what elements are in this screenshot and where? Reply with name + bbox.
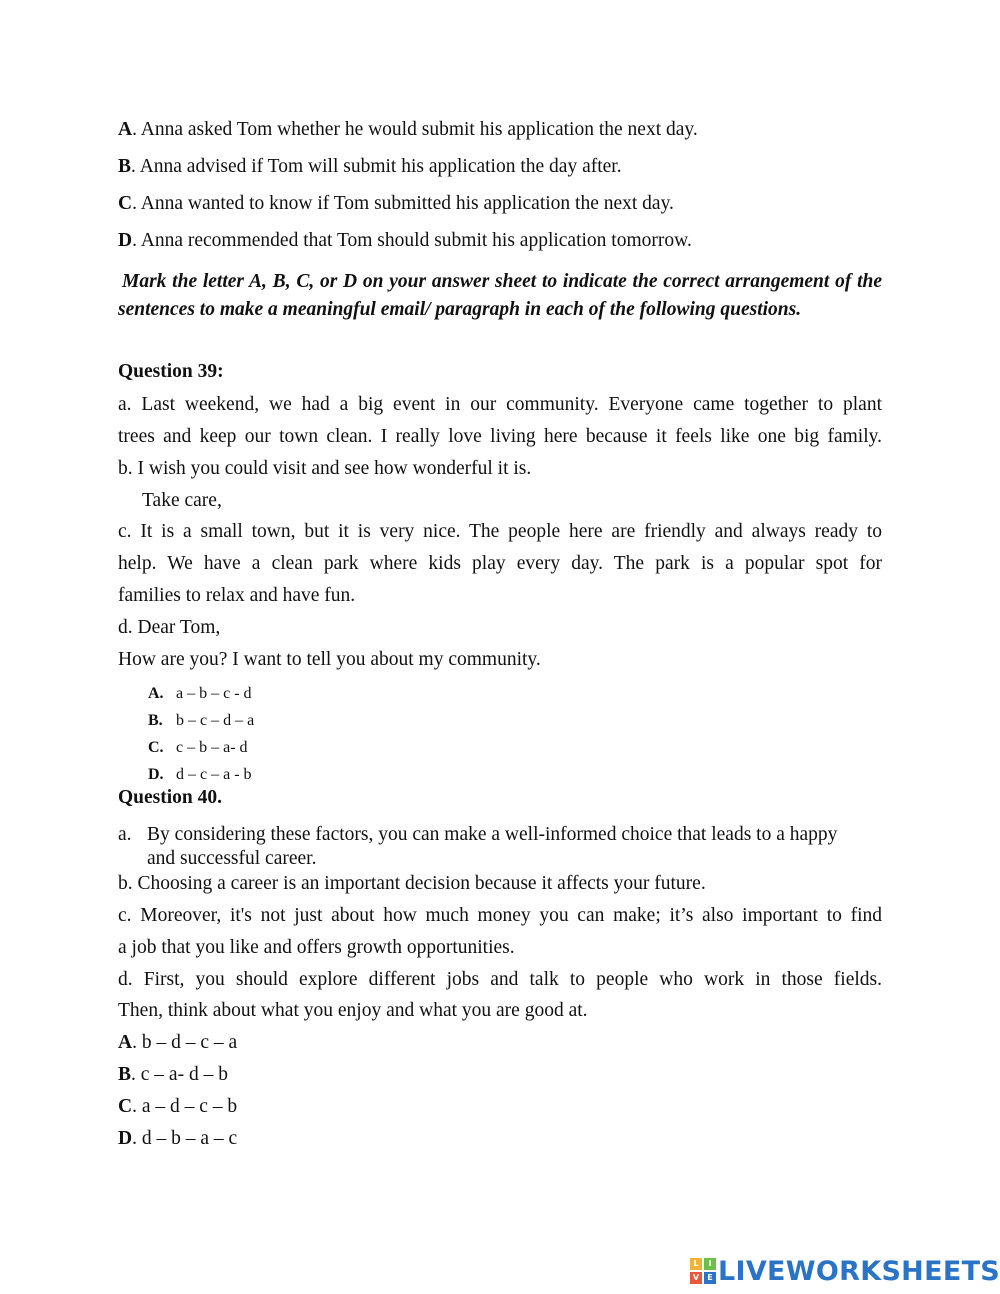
q40-option-a[interactable] [118,1031,237,1055]
q40-line: a job that you like and offers growth opportunities. [118,937,515,958]
q39-option-d[interactable] [148,765,252,785]
option-text: . a – d – c – b [132,1096,238,1117]
logo-tile: E [704,1272,716,1284]
q39-line: help. We have a clean park where kids play every day. The park is a popular spot for [118,553,882,574]
q40-line: c. Moreover, it's not just about how much money you can make; it’s also important to find [118,905,882,926]
option-key: B [118,156,132,177]
question-40-title: Question 40. [118,787,223,808]
option-text: . Anna wanted to know if Tom submitted his application the next day. [132,193,674,214]
option-key: B [118,1064,132,1085]
q38-option-c[interactable] [118,192,674,216]
question-39-title: Question 39: [118,361,224,382]
instruction-text: Mark the letter A, B, C, or D on your answer sheet to indicate the correct arrangement of the sentences to make a meaningful email/ paragraph in each of the following questions. [118,271,882,320]
q38-option-d[interactable] [118,229,692,253]
q39-option-a[interactable] [148,684,252,704]
option-key: D [118,230,133,251]
option-key: C [118,193,133,214]
q39-option-b[interactable] [148,711,254,731]
option-text: . c – a- d – b [131,1064,228,1085]
option-text: . Anna asked Tom whether he would submit his application the next day. [132,119,698,140]
q40-line: d. First, you should explore different jobs and talk to people who work in those fields. [118,969,882,990]
option-key: C [118,1096,133,1117]
logo-text: LIVEWORKSHEETS [718,1255,1000,1287]
sentence-key: a. [118,824,132,845]
q39-line: families to relax and have fun. [118,585,356,606]
q39-line: trees and keep our town clean. I really love living here because it feels like one big family. [118,426,882,447]
option-key: A [118,119,133,140]
q40-option-d[interactable] [118,1127,237,1151]
option-key: A. [148,685,164,702]
logo-mark-icon [690,1258,716,1284]
option-key: C. [148,739,164,756]
q40-option-c[interactable] [118,1095,237,1119]
sentence-text: By considering these factors, you can make a well-informed choice that leads to a happy [147,824,838,845]
liveworksheets-logo[interactable] [690,1255,1000,1287]
q39-line: b. I wish you could visit and see how wonderful it is. [118,458,532,479]
option-key: D. [148,766,164,783]
q39-line: c. It is a small town, but it is very nice. The people here are friendly and always ready to [118,521,882,542]
logo-tile: I [704,1258,716,1270]
q40-sentence-a [118,823,882,871]
q39-line: a. Last weekend, we had a big event in our community. Everyone came together to plant [118,394,882,415]
q39-line: Take care, [142,490,222,511]
option-text: . Anna advised if Tom will submit his application the day after. [131,156,622,177]
option-key: A [118,1032,133,1053]
logo-tile: V [690,1272,702,1284]
q38-option-b[interactable] [118,155,622,179]
q39-option-c[interactable] [148,738,248,758]
sentence-text: and successful career. [147,848,317,869]
option-key: B. [148,712,163,729]
q40-option-b[interactable] [118,1063,228,1087]
q39-line: How are you? I want to tell you about my community. [118,649,541,670]
q40-line: Then, think about what you enjoy and what you are good at. [118,1000,588,1021]
option-text: . d – b – a – c [132,1128,238,1149]
logo-tile: L [690,1258,702,1270]
option-text: a – b – c - d [176,685,252,702]
q38-option-a[interactable] [118,118,698,142]
option-text: . Anna recommended that Tom should submit his application tomorrow. [132,230,692,251]
option-text: d – c – a - b [176,766,252,783]
option-text: b – c – d – a [176,712,255,729]
q39-line: d. Dear Tom, [118,617,221,638]
option-key: D [118,1128,133,1149]
option-text: . b – d – c – a [132,1032,238,1053]
q40-line: b. Choosing a career is an important decision because it affects your future. [118,873,706,894]
option-text: c – b – a- d [176,739,248,756]
